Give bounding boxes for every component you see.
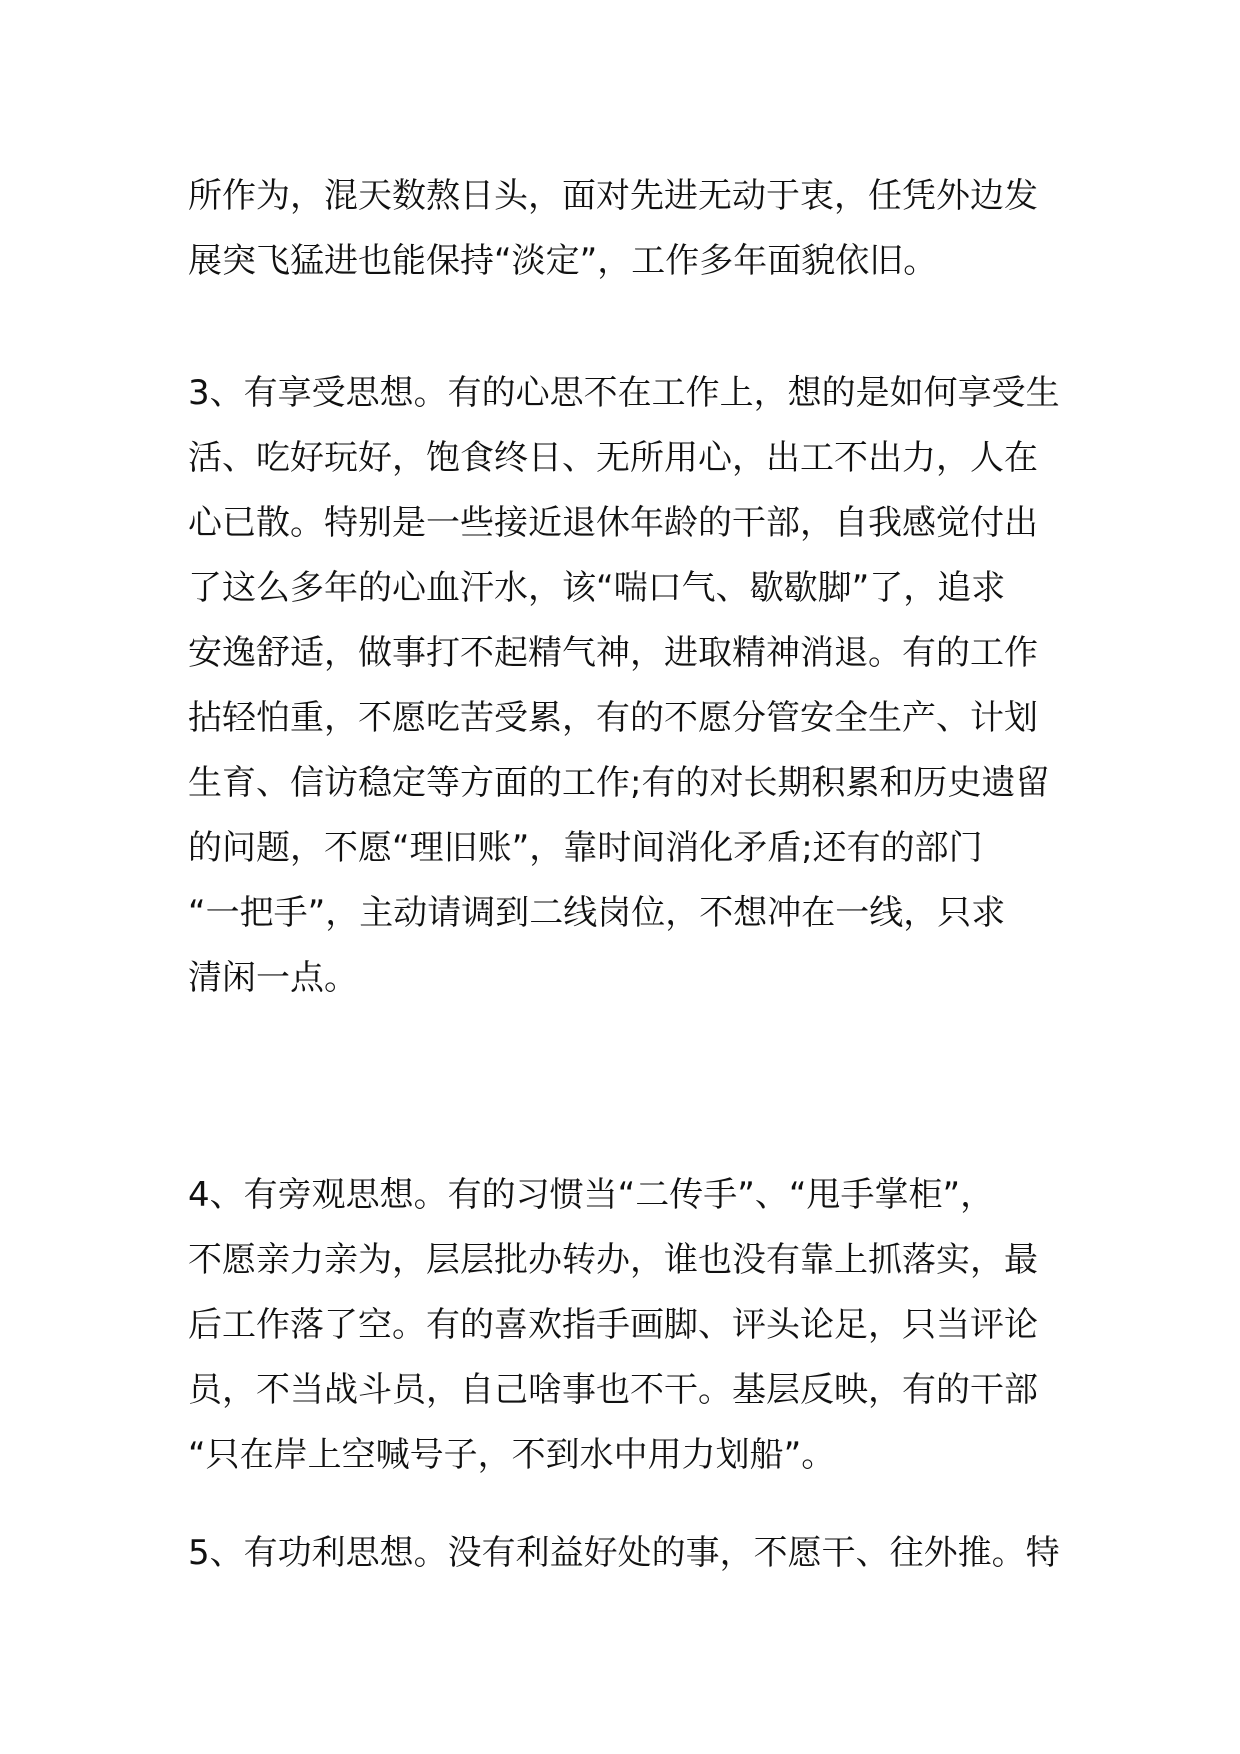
text-line: 活、吃好玩好，饱食终日、无所用心，出工不出力，人在 <box>188 438 1038 478</box>
paragraph-4 <box>188 1521 1058 1586</box>
text-line: 不愿亲力亲为，层层批办转办，谁也没有靠上抓落实，最 <box>188 1240 1038 1280</box>
text-line: “只在岸上空喊号子，不到水中用力划船”。 <box>188 1435 836 1475</box>
text-line: 生育、信访稳定等方面的工作;有的对长期积累和历史遗留 <box>188 763 1050 803</box>
text-line: “一把手”，主动请调到二线岗位，不想冲在一线，只求 <box>188 893 1006 933</box>
text-line: 4、有旁观思想。有的习惯当“二传手”、“甩手掌柜”， <box>188 1175 995 1215</box>
paragraph-3 <box>188 1163 1058 1488</box>
paragraph-2 <box>188 361 1058 1011</box>
text-line: 的问题，不愿“理旧账”，靠时间消化矛盾;还有的部门 <box>188 828 983 868</box>
text-line: 展突飞猛进也能保持“淡定”，工作多年面貌依旧。 <box>188 241 938 281</box>
text-line: 心已散。特别是一些接近退休年龄的干部，自我感觉付出 <box>188 503 1038 543</box>
text-line: 安逸舒适，做事打不起精气神，进取精神消退。有的工作 <box>188 633 1038 673</box>
text-line: 了这么多年的心血汗水，该“喘口气、歇歇脚”了，追求 <box>188 568 1006 608</box>
text-line: 所作为，混天数熬日头，面对先进无动于衷，任凭外边发 <box>188 176 1038 216</box>
text-line: 5、有功利思想。没有利益好处的事，不愿干、往外推。特 <box>188 1533 1060 1573</box>
text-line: 3、有享受思想。有的心思不在工作上，想的是如何享受生 <box>188 373 1060 413</box>
text-line: 清闲一点。 <box>188 958 358 998</box>
text-line: 员，不当战斗员，自己啥事也不干。基层反映，有的干部 <box>188 1370 1038 1410</box>
text-line: 拈轻怕重，不愿吃苦受累，有的不愿分管安全生产、计划 <box>188 698 1038 738</box>
text-line: 后工作落了空。有的喜欢指手画脚、评头论足，只当评论 <box>188 1305 1038 1345</box>
paragraph-1 <box>188 164 1058 294</box>
